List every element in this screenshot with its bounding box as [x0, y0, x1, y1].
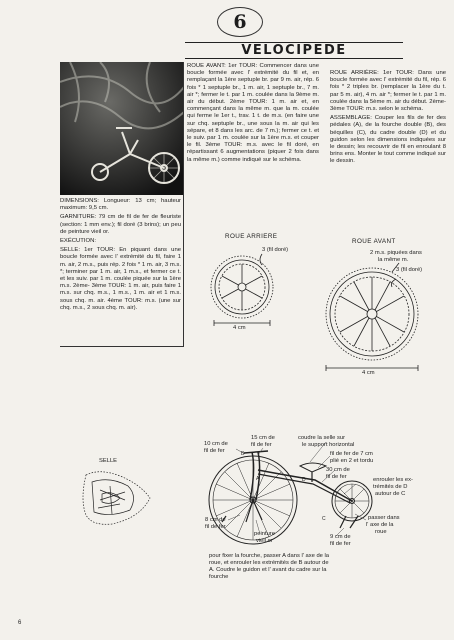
roue-arriere-text: ROUE ARRIÈRE: 1er TOUR: Dans une boucle formée avec l' extrémité du fil, rép. 6 fois * 2 triples br. (remplacer la 1ère du t. par 5 m. air), 4 m. air *; fermer le t. par 1 m. coulée dans la 5ème m. air du début. 2ème- 3ème TOUR: m.s. selon le schéma. — [330, 70, 446, 113]
rear-wheel-dimension: 4 cm — [233, 325, 246, 331]
rear-wheel-diagram — [211, 254, 273, 326]
label-7cm-1: fil de fer de 7 cm — [330, 451, 373, 457]
letter-a: A — [256, 476, 260, 482]
label-30cm-2: fil de fer — [326, 474, 347, 480]
letter-c: C — [322, 516, 326, 522]
rear-wheel-title: ROUE ARRIERE — [225, 233, 278, 240]
label-passer-3: roue — [375, 529, 387, 535]
letter-b: B — [241, 451, 245, 457]
label-9cm-1: 9 cm de — [330, 534, 351, 540]
label-enrouler-1: enrouler les ex- — [373, 477, 413, 483]
assembly-diagram — [209, 451, 372, 544]
label-10cm-1: 10 cm de — [204, 441, 228, 447]
garniture-text: GARNITURE: 79 cm de fil de fer de fleuriste (section: 1 mm env.); fil doré (3 brins); un peu de peinture vieil or. — [60, 214, 181, 235]
dimensions-text: DIMENSIONS: Longueur: 13 cm; hauteur maximum: 9,5 cm. — [60, 198, 181, 212]
label-enrouler-3: autour de C — [375, 491, 406, 497]
letter-d: D — [302, 477, 306, 483]
label-peinture-1: peinture — [254, 531, 275, 537]
label-coudre-1: coudre la selle sur — [298, 435, 346, 441]
saddle-diagram — [83, 472, 150, 525]
label-30cm-1: 30 cm de — [326, 467, 350, 473]
label-9cm-2: fil de fer — [330, 541, 351, 547]
front-wheel-diagram — [326, 263, 418, 371]
front-wheel-note-1: 2 m.s. piquées dans — [370, 250, 422, 256]
label-passer-2: l' axe de la — [366, 522, 394, 528]
front-wheel-note-3: 3 (fil doré) — [396, 267, 423, 273]
assemblage-text: ASSEMBLAGE: Couper les fils de fer des pédales (A), de la fourche double (B), des béquilles (C), du cadre double (D) et du guidon selon les dimensions indiquées sur le dessin; les recouvrir de fil en enroulant 8 brins ens. Monter le tout comme indiqué sur le dessin. — [330, 115, 446, 165]
label-coudre-2: le support horizontal — [302, 442, 355, 448]
fork-instructions: pour fixer la fourche, passer A dans l' axe de la roue, et enrouler les extrémités de B autour de A. Coudre le guidon et l' avant du cadre sur la fourche — [209, 553, 330, 580]
roue-avant-text: ROUE AVANT: 1er TOUR: Commencer dans une boucle formée avec l' extrémité du fil et, en remplaçant la 1ère septuple br. par 9 m. air, rép. 6 fois * 1 septuple br., 1 m. air, 1 septuple br., 7 m. air *; fermer le t. par 1 m. coulée dans la 9ème m. air du début. 2ème TOUR: 1 m. air et, en commençant dans la même m. que la m. coulée qui ferme le 1er t., trav. 1 t. de m.s. (en faire une sur chq. septuple br., une sous la m. air qui les sépare, et 8 dans les arc. de 7 m.); fermer ce t. et le suiv. par 1 m. coulée sur la 1ère m.s. et couper le fil. 3ème TOUR: m.s. avec le fil doré, en répartissant 6 augmentations (piquer 2 fois dans la même m.) comme indiqué sur le schéma. — [187, 63, 319, 163]
label-15cm-2: fil de fer — [251, 442, 272, 448]
label-8cm-1: 8 cm de — [205, 517, 226, 523]
label-enrouler-2: trémités de D — [373, 484, 408, 490]
front-wheel-note-2: la même m. — [378, 257, 409, 263]
label-7cm-2: plié en 2 et tordu — [330, 458, 374, 464]
label-passer-1: passer dans — [368, 515, 400, 521]
label-8cm-2: fil de fer — [205, 524, 226, 530]
label-10cm-2: fil de fer — [204, 448, 225, 454]
page-number: 6 — [18, 620, 22, 626]
selle-text: SELLE: 1er TOUR: En piquant dans une boucle formée avec l' extrémité du fil, faire 1 m. air, 2 m.s., puis rép. 2 fois * 1 m. air, 3 m.s. *; terminer par 1 m. air, 1 m.s., et fermer ce t. et les suiv. par 1 m. coulée piquée sur la 1ère m.s. 2ème- 3ème TOUR: 1 m. air, puis faire 1 m.s. sur chq. m.s., 1 m.s., 1 m. air et 1 m.s. sous chq. m. air. 4ème TOUR: m.s. (une sur chq. m.s., 2 sous chq. m. air). — [60, 247, 181, 311]
front-wheel-title: ROUE AVANT — [352, 238, 396, 245]
front-wheel-dimension: 4 cm — [362, 370, 375, 376]
execution-heading: EXÉCUTION: — [60, 238, 97, 245]
saddle-title: SELLE — [99, 458, 118, 464]
page-title: VELOCIPEDE — [185, 42, 403, 59]
pattern-number-badge: 6 — [217, 7, 263, 37]
label-peinture-2: vieil or — [256, 538, 273, 544]
label-15cm-1: 15 cm de — [251, 435, 275, 441]
rear-wheel-note: 3 (fil doré) — [262, 247, 289, 253]
